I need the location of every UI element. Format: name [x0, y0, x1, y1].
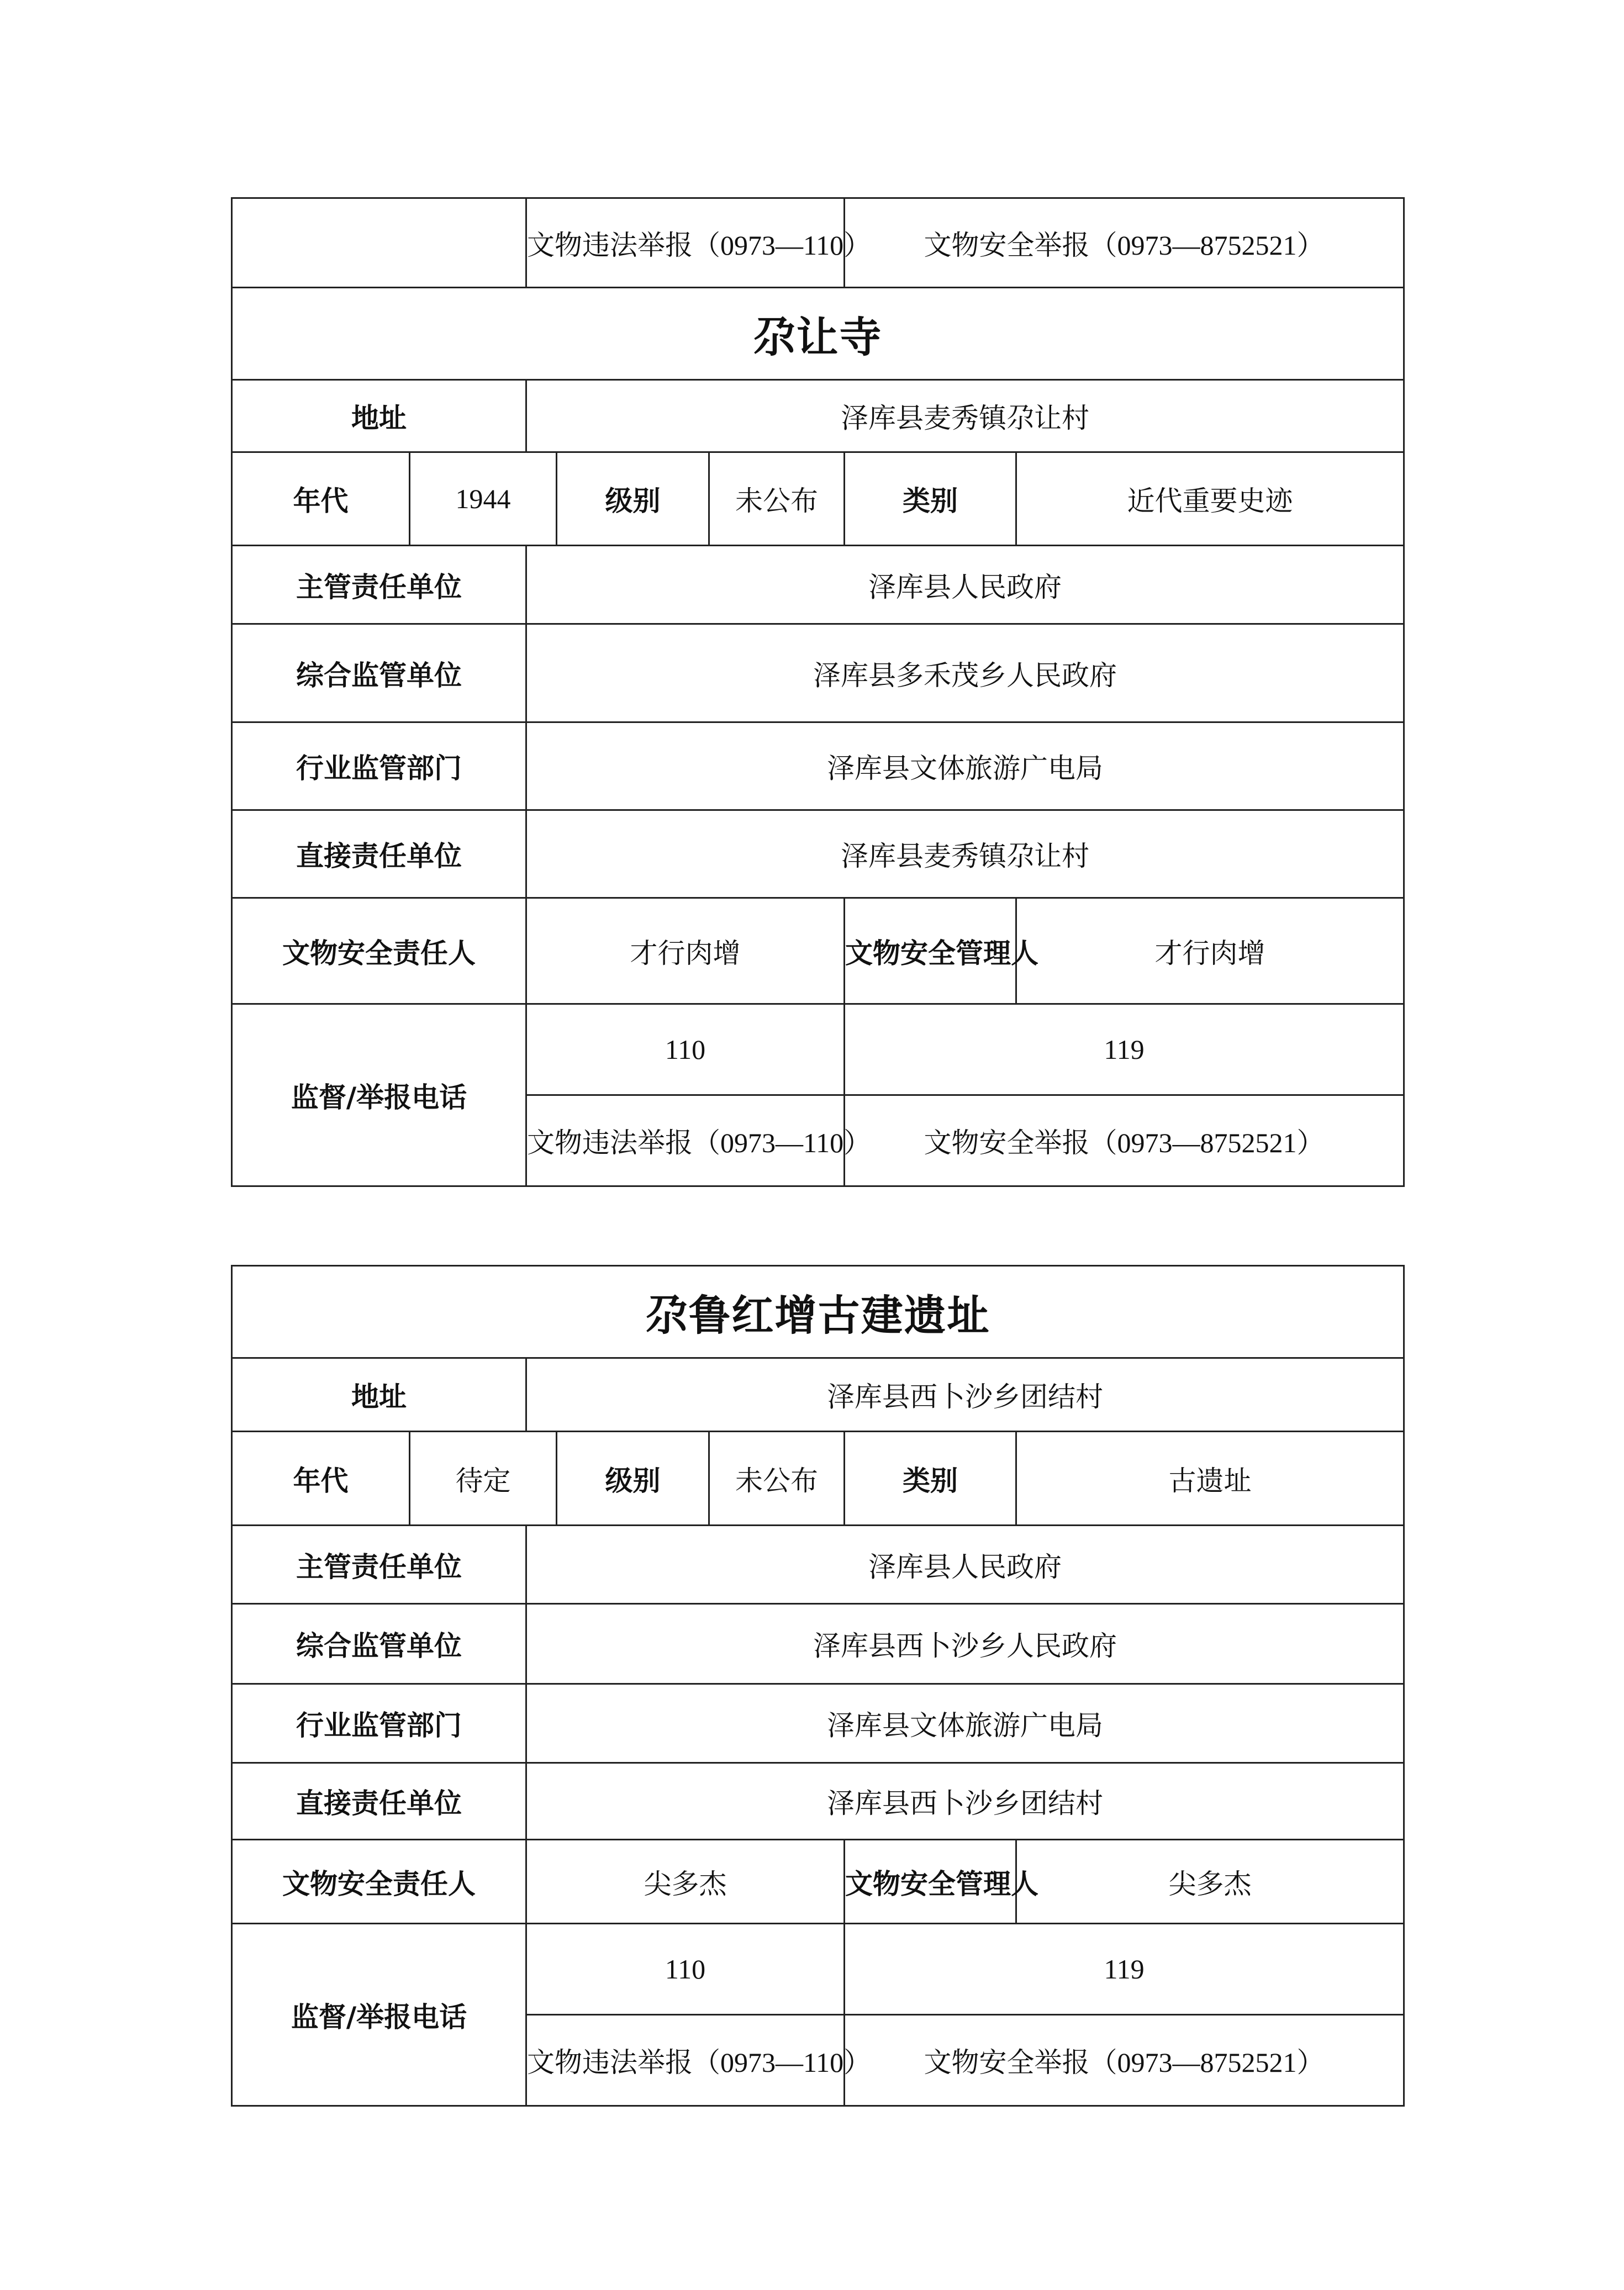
report-safety: 文物安全举报（0973—8752521） [845, 1095, 1404, 1186]
category-value: 近代重要史迹 [1016, 452, 1404, 546]
comprehensive-unit-label: 综合监管单位 [232, 624, 526, 722]
phone-fire: 119 [845, 1924, 1404, 2015]
level-value: 未公布 [709, 452, 845, 546]
report-illegal: 文物违法举报（0973—110） [526, 1095, 845, 1186]
industry-dept-label: 行业监管部门 [232, 1684, 526, 1763]
level-value: 未公布 [709, 1432, 845, 1526]
safety-manager-value: 才行肉增 [1016, 898, 1404, 1004]
era-value: 待定 [410, 1432, 557, 1526]
safety-manager-value: 尖多杰 [1016, 1840, 1404, 1924]
industry-dept-value: 泽库县文体旅游广电局 [526, 722, 1404, 810]
safety-responsible-label: 文物安全责任人 [232, 898, 526, 1004]
top-fragment-report-illegal: 文物违法举报（0973—110） [526, 198, 845, 288]
safety-manager-label: 文物安全管理人 [845, 898, 1016, 1004]
industry-dept-label: 行业监管部门 [232, 722, 526, 810]
category-label: 类别 [845, 1432, 1016, 1526]
site-table-galu-hongzeng-ruins [231, 1265, 1405, 2107]
report-illegal: 文物违法举报（0973—110） [526, 2015, 845, 2106]
site-table-garang-temple [231, 197, 1405, 1187]
site-title: 尕让寺 [232, 288, 1404, 380]
safety-responsible-value: 才行肉增 [526, 898, 845, 1004]
competent-unit-value: 泽库县人民政府 [526, 546, 1404, 624]
phone-police: 110 [526, 1004, 845, 1095]
phone-label: 监督/举报电话 [232, 1924, 526, 2106]
level-label: 级别 [557, 452, 709, 546]
direct-unit-label: 直接责任单位 [232, 810, 526, 898]
phone-fire: 119 [845, 1004, 1404, 1095]
competent-unit-label: 主管责任单位 [232, 546, 526, 624]
phone-label: 监督/举报电话 [232, 1004, 526, 1186]
safety-responsible-label: 文物安全责任人 [232, 1840, 526, 1924]
category-label: 类别 [845, 452, 1016, 546]
level-label: 级别 [557, 1432, 709, 1526]
direct-unit-value: 泽库县西卜沙乡团结村 [526, 1763, 1404, 1840]
competent-unit-label: 主管责任单位 [232, 1526, 526, 1604]
top-fragment-report-safety: 文物安全举报（0973—8752521） [845, 198, 1404, 288]
era-label: 年代 [232, 452, 410, 546]
era-label: 年代 [232, 1432, 410, 1526]
industry-dept-value: 泽库县文体旅游广电局 [526, 1684, 1404, 1763]
category-value: 古遗址 [1016, 1432, 1404, 1526]
comprehensive-unit-label: 综合监管单位 [232, 1604, 526, 1684]
address-value: 泽库县西卜沙乡团结村 [526, 1358, 1404, 1432]
address-value: 泽库县麦秀镇尕让村 [526, 380, 1404, 452]
safety-manager-label: 文物安全管理人 [845, 1840, 1016, 1924]
direct-unit-label: 直接责任单位 [232, 1763, 526, 1840]
competent-unit-value: 泽库县人民政府 [526, 1526, 1404, 1604]
site-title: 尕鲁红增古建遗址 [232, 1266, 1404, 1358]
report-safety: 文物安全举报（0973—8752521） [845, 2015, 1404, 2106]
address-label: 地址 [232, 380, 526, 452]
top-fragment-row [232, 198, 1404, 288]
era-value: 1944 [410, 452, 557, 546]
safety-responsible-value: 尖多杰 [526, 1840, 845, 1924]
address-label: 地址 [232, 1358, 526, 1432]
phone-police: 110 [526, 1924, 845, 2015]
comprehensive-unit-value: 泽库县多禾茂乡人民政府 [526, 624, 1404, 722]
top-fragment-empty-cell [232, 198, 526, 288]
direct-unit-value: 泽库县麦秀镇尕让村 [526, 810, 1404, 898]
comprehensive-unit-value: 泽库县西卜沙乡人民政府 [526, 1604, 1404, 1684]
